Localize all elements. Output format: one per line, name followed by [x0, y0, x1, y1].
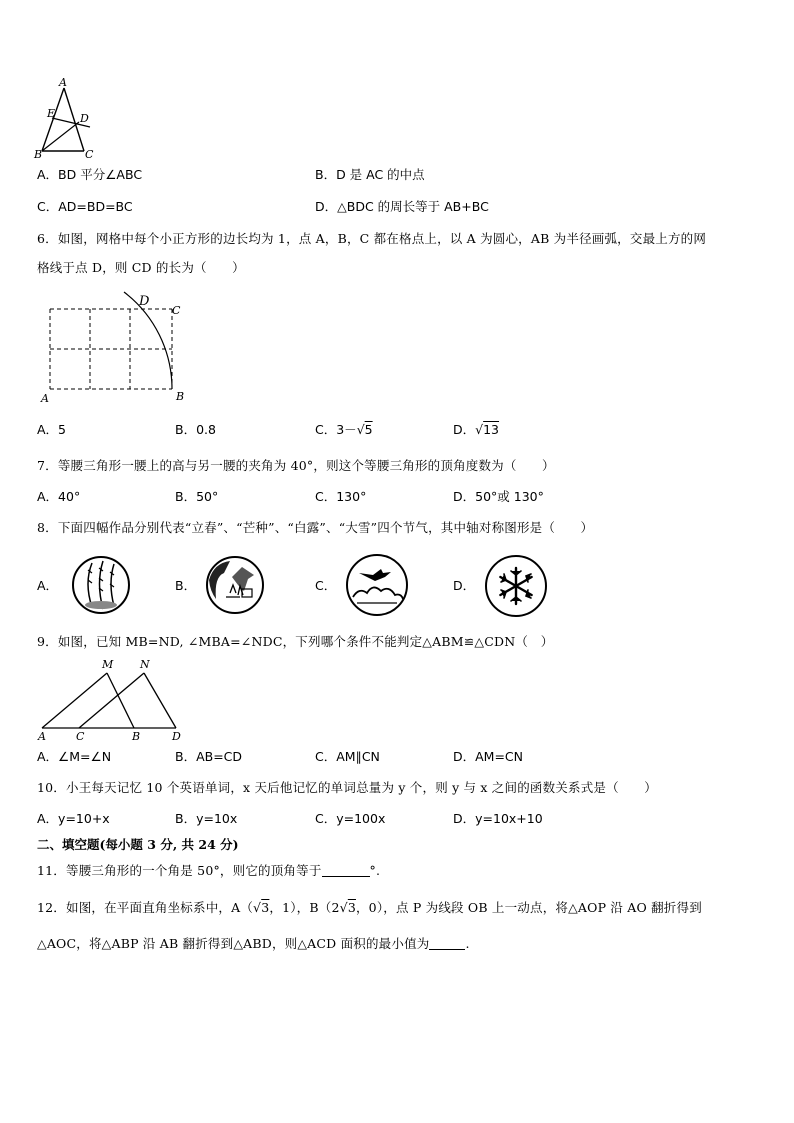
q6-stem-line2: 格线于点 D，则 CD 的长为（ ） [37, 260, 245, 275]
q6-option-b[interactable]: B．0.8 [175, 422, 216, 437]
q12-line1-rest: ，0），点 P 为线段 OB 上一动点，将△AOP 沿 AO 翻折得到 [355, 900, 702, 915]
q12-stem-line1 [37, 902, 702, 915]
q11-answer-blank[interactable] [322, 876, 370, 877]
q11-stem-tail: °. [369, 863, 381, 878]
q12-point-a-radicand: 3 [261, 900, 270, 915]
q7-stem: 7．等腰三角形一腰上的高与另一腰的夹角为 40°，则这个等腰三角形的顶角度数为（ ） [37, 458, 555, 473]
q5-label-d: D [80, 112, 89, 125]
q9-label-d: D [172, 730, 181, 743]
q6-option-a[interactable]: A．5 [37, 422, 67, 437]
q9-option-c[interactable]: C．AM∥CN [315, 749, 380, 764]
q9-option-d[interactable]: D．AM=CN [453, 749, 524, 764]
q6-option-d-sqrt: √13 [475, 422, 500, 437]
q5-label-e: E [47, 107, 56, 120]
q7-option-a[interactable]: A．40° [37, 489, 81, 504]
q12-line2-tail: . [465, 936, 470, 951]
q9-label-a: A [38, 730, 46, 743]
q12-point-a-open: A（ [231, 900, 254, 915]
q5-label-c: C [85, 148, 94, 161]
q10-option-c[interactable]: C．y=100x [315, 811, 386, 826]
mangzhong-artwork-icon[interactable] [204, 555, 266, 615]
q8-option-d[interactable]: D． [453, 578, 476, 593]
q6-option-c[interactable] [315, 424, 373, 437]
q6-label-c: C [172, 304, 181, 317]
q10-option-d[interactable]: D．y=10x+10 [453, 811, 543, 826]
q6-option-c-prefix: C．3－ [315, 422, 357, 437]
q12-stem-line2 [37, 938, 470, 951]
bailu-artwork-icon[interactable] [345, 553, 409, 617]
q5-label-b: B [34, 148, 43, 161]
q9-stem: 9．如图，已知 MB=ND, ∠MBA=∠NDC，下列哪个条件不能判定△ABM≌△CDN（ ） [37, 634, 554, 649]
q10-option-a[interactable]: A．y=10+x [37, 811, 110, 826]
q9-option-b[interactable]: B．AB=CD [175, 749, 243, 764]
q8-option-c[interactable]: C． [315, 578, 337, 593]
q6-stem-line1: 6．如图，网格中每个小正方形的边长均为 1，点 A，B，C 都在格点上，以 A 为圆心，AB 为半径画弧，交最上方的网 [37, 231, 707, 246]
q10-stem: 10．小王每天记忆 10 个英语单词，x 天后他记忆的单词总量为 y 个，则 y 与 x 之间的函数关系式是（ ） [37, 780, 657, 795]
q10-option-b[interactable]: B．y=10x [175, 811, 238, 826]
q11-stem-text: 11．等腰三角形的一个角是 50°，则它的顶角等于 [37, 863, 322, 878]
q12-answer-blank[interactable] [429, 949, 465, 950]
q5-option-d[interactable]: D．△BDC 的周长等于 AB+BC [315, 199, 489, 214]
q12-line1-lead: 12．如图，在平面直角坐标系中， [37, 900, 232, 915]
q12-point-a-close: ，1）， [269, 900, 310, 915]
q6-grid-figure [36, 288, 196, 406]
q5-option-c[interactable]: C．AD=BD=BC [37, 199, 133, 214]
q9-option-a[interactable]: A．∠M=∠N [37, 749, 112, 764]
q6-option-d[interactable] [453, 424, 499, 437]
q5-triangle-figure [30, 78, 100, 160]
q8-option-a[interactable]: A． [37, 578, 59, 593]
lichun-artwork-icon[interactable] [70, 555, 132, 615]
q7-option-c[interactable]: C．130° [315, 489, 367, 504]
q8-stem: 8．下面四幅作品分别代表“立春”、“芒种”、“白露”、“大雪”四个节气，其中轴对称图形是（ ） [37, 520, 594, 535]
q12-point-b-sqrt: √3 [339, 900, 356, 915]
q9-label-n: N [140, 658, 150, 671]
q9-triangles-figure [34, 656, 194, 742]
q9-label-b: B [132, 730, 141, 743]
q5-option-b[interactable]: B．D 是 AC 的中点 [315, 167, 425, 182]
q11-stem [37, 865, 380, 878]
q9-label-m: M [102, 658, 114, 671]
q12-line2-text: △AOC，将△ABP 沿 AB 翻折得到△ABD，则△ACD 面积的最小值为 [37, 936, 430, 951]
q6-option-c-sqrt: √5 [356, 422, 373, 437]
q6-label-b: B [176, 390, 185, 403]
q12-point-b-open: B（2 [309, 900, 340, 915]
q6-option-d-prefix: D． [453, 422, 476, 437]
section-2-title: 二、填空题(每小题 3 分, 共 24 分) [37, 837, 239, 852]
q6-option-d-radicand: 13 [483, 422, 500, 437]
q7-option-d[interactable]: D．50°或 130° [453, 489, 544, 504]
q12-point-b-radicand: 3 [347, 900, 356, 915]
q6-label-a: A [41, 392, 49, 405]
q8-option-b[interactable]: B． [175, 578, 197, 593]
q6-label-d: D [139, 294, 150, 309]
q7-option-b[interactable]: B．50° [175, 489, 219, 504]
q12-point-a-sqrt: √3 [253, 900, 270, 915]
q5-option-a[interactable]: A．BD 平分∠ABC [37, 167, 143, 182]
q9-label-c: C [76, 730, 85, 743]
q5-label-a: A [59, 76, 67, 89]
q6-option-c-radicand: 5 [364, 422, 373, 437]
daxue-snowflake-icon[interactable] [484, 554, 548, 618]
